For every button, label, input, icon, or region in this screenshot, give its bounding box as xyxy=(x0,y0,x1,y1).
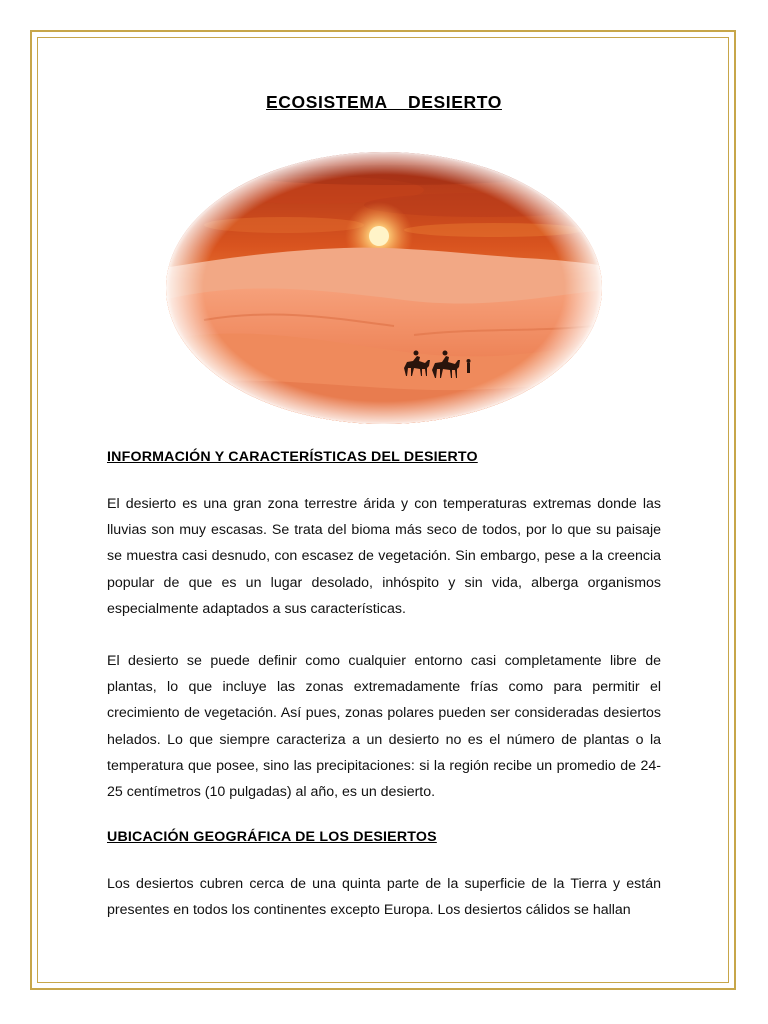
paragraph-3: Los desiertos cubren cerca de una quinta parte de la superficie de la Tierra y están presentes en todos los continentes excepto Europa. Los desiertos cálidos se hallan xyxy=(107,876,661,919)
paragraph-2: El desierto se puede definir como cualquier entorno casi completamente libre de plantas, lo que incluye las zonas extremadamente frías como para permitir el crecimiento de vegetación. Así pues, zonas polares pueden ser consideradas desiertos helados. Lo que siempre caracteriza a un desierto no es el número de plantas o la temperatura que posee, sino las precipitaciones: si la región recibe un promedio de 24-25 centímetros (10 pulgadas) al año, es un desierto. xyxy=(107,653,661,801)
section-heading-informacion: INFORMACIÓN Y CARACTERÍSTICAS DEL DESIERTO xyxy=(107,449,478,465)
paragraph-1: El desierto es una gran zona terrestre árida y con temperaturas extremas donde las lluvias son muy escasas. Se trata del bioma más seco de todos, por lo que su paisaje se muestra casi desnudo, con escasez de vegetación. Sin embargo, pese a la creencia popular de que es un lugar desolado, inhóspito y sin vida, alberga organismos especialmente adaptados a sus características. xyxy=(107,496,661,617)
vignette xyxy=(164,150,604,426)
page-title: ECOSISTEMA DESIERTO xyxy=(266,92,502,112)
desert-sunset-image xyxy=(164,150,604,426)
section-heading-ubicacion: UBICACIÓN GEOGRÁFICA DE LOS DESIERTOS xyxy=(107,829,437,845)
